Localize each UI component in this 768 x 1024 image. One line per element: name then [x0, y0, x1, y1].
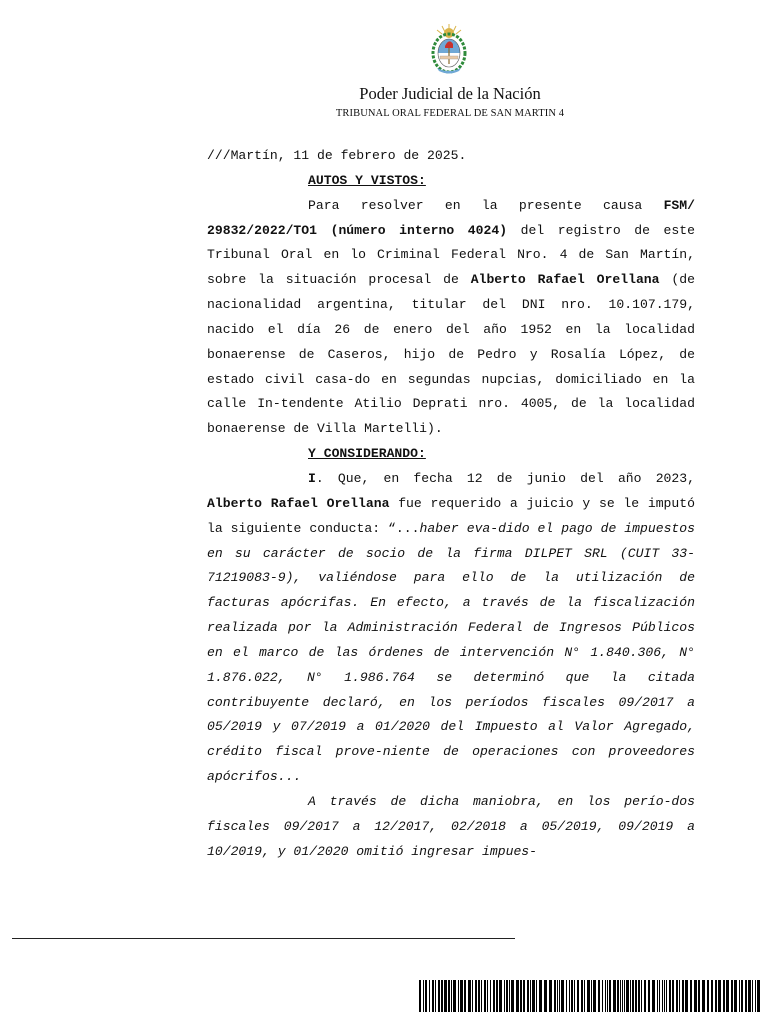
- paragraph-considerando-2: [207, 790, 695, 865]
- defendant-name: Alberto Rafael Orellana: [207, 495, 390, 511]
- paragraph-considerando-1: [207, 467, 695, 790]
- quoted-charge: haber eva-dido el pago de impuestos en su carácter de socio de la firma DILPET SRL (CUIT 33-71219083-9), valiéndose para ello de la utilización de facturas apócrifas. En efecto, a través de la fiscalización realizada por la Administración Federal de Ingresos Públicos en el marco de las órdenes de intervención N° 1.840.306, N° 1.876.022, N° 1.986.764 se determinó que la citada contribuyente declaró, en los períodos fiscales 09/2017 a 05/2019 y 07/2019 a 01/2020 del Impuesto al Valor Agregado, crédito fiscal prove-niente de operaciones con proveedores apócrifos...: [207, 520, 695, 785]
- paragraph-autos: [207, 194, 695, 442]
- court-name: TRIBUNAL ORAL FEDERAL DE SAN MARTIN 4: [335, 108, 565, 119]
- date-line: ///Martín, 11 de febrero de 2025.: [207, 148, 467, 163]
- header-title: Poder Judicial de la Nación: [359, 84, 541, 103]
- resolution-body: [207, 144, 695, 864]
- text-segment: . Que, en fecha 12 de junio del año 2023,: [315, 470, 695, 486]
- quoted-charge-continued: A través de dicha maniobra, en los perío-dos fiscales 09/2017 a 12/2017, 02/2018 a 05/2019, 09/2019 a 10/2019, y 01/2020 omitió ingresar impues-: [207, 793, 695, 859]
- text-segment: fue requerido a juicio y se le imputó la siguiente conducta: “...: [207, 495, 695, 536]
- section-heading-considerando: Y CONSIDERANDO:: [308, 446, 426, 462]
- footnote-divider: [12, 938, 515, 939]
- argentine-coat-of-arms-icon: [431, 22, 467, 78]
- paragraph-number: I: [308, 470, 316, 486]
- case-number: FSM/ 29832/2022/TO1 (número interno 4024): [207, 197, 695, 238]
- defendant-name: Alberto Rafael Orellana: [470, 272, 660, 288]
- text-segment: (de nacionalidad argentina, titular del DNI nro. 10.107.179, nacido el día 26 de enero del año 1952 en la localidad bonaerense de Caseros, hijo de Pedro y Rosalía López, de estado civil casa-do en segundas nupcias, domiciliado en la calle In-tendente Atilio Deprati nro. 4005, de la localidad bonaerense de Villa Martelli).: [207, 272, 695, 437]
- barcode-icon: [419, 980, 760, 1012]
- text-segment: Para resolver en la presente causa: [308, 197, 664, 213]
- section-heading-autos: AUTOS Y VISTOS:: [308, 172, 426, 188]
- text-segment: del registro de este Tribunal Oral en lo Criminal Federal Nro. 4 de San Martín, sobre la situación procesal de: [207, 222, 695, 288]
